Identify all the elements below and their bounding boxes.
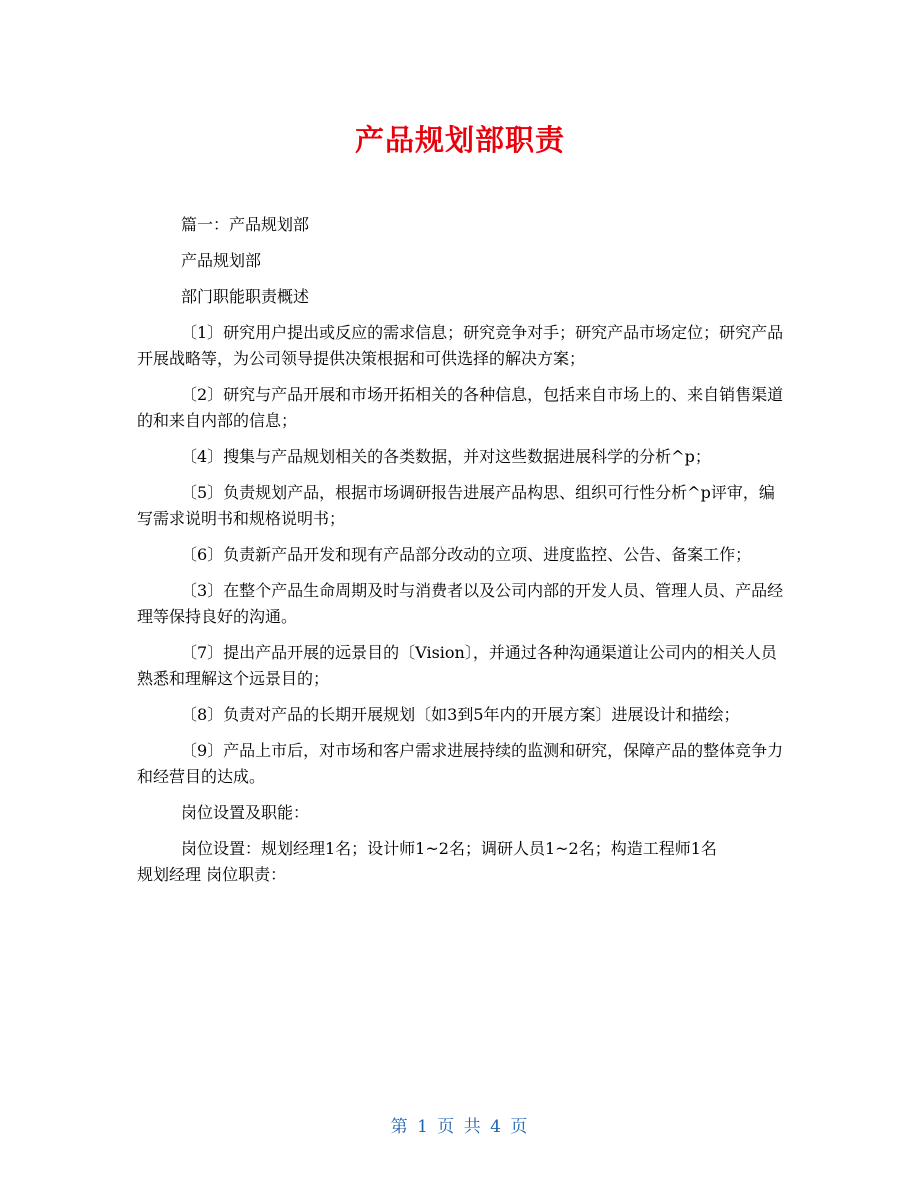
page-number-footer: 第 1 页 共 4 页 (390, 1117, 530, 1137)
paragraph-duty-8: 〔8〕负责对产品的长期开展规划〔如3到5年内的开展方案〕进展设计和描绘； (181, 705, 740, 724)
paragraph-duty-6: 〔6〕负责新产品开发和现有产品部分改动的立项、进度监控、公告、备案工作； (181, 545, 752, 564)
paragraph-section-heading: 篇一：产品规划部 (181, 215, 310, 234)
paragraph-duty-5: 〔5〕负责规划产品，根据市场调研报告进展产品构思、组织可行性分析^p评审，编写需求说明书和规格说明书； (137, 483, 775, 528)
paragraph-duty-2: 〔2〕研究与产品开展和市场开拓相关的各种信息，包括来自市场上的、来自销售渠道的和来自内部的信息； (137, 385, 784, 430)
paragraph-duty-9: 〔9〕产品上市后，对市场和客户需求进展持续的监测和研究，保障产品的整体竞争力和经营目的达成。 (137, 741, 784, 786)
paragraph-positions-heading: 岗位设置及职能： (181, 803, 310, 822)
paragraph-overview-heading: 部门职能职责概述 (181, 287, 310, 306)
paragraph-duty-4: 〔4〕搜集与产品规划相关的各类数据，并对这些数据进展科学的分析^p； (181, 447, 711, 466)
paragraph-department-name: 产品规划部 (181, 251, 262, 270)
document-title: 产品规划部职责 (354, 123, 565, 157)
paragraph-duty-7: 〔7〕提出产品开展的远景目的〔Vision〕，并通过各种沟通渠道让公司内的相关人员熟悉和理解这个远景目的； (137, 643, 777, 688)
paragraph-duty-1: 〔1〕研究用户提出或反应的需求信息；研究竞争对手；研究产品市场定位；研究产品开展战略等，为公司领导提供决策根据和可供选择的解决方案； (137, 323, 784, 368)
paragraph-positions: 岗位设置：规划经理1名；设计师1~2名；调研人员1~2名；构造工程师1名 (181, 839, 717, 858)
paragraph-manager-duties: 规划经理 岗位职责： (137, 865, 287, 884)
document-body (137, 212, 787, 898)
paragraph-duty-3: 〔3〕在整个产品生命周期及时与消费者以及公司内部的开发人员、管理人员、产品经理等保持良好的沟通。 (137, 581, 784, 626)
